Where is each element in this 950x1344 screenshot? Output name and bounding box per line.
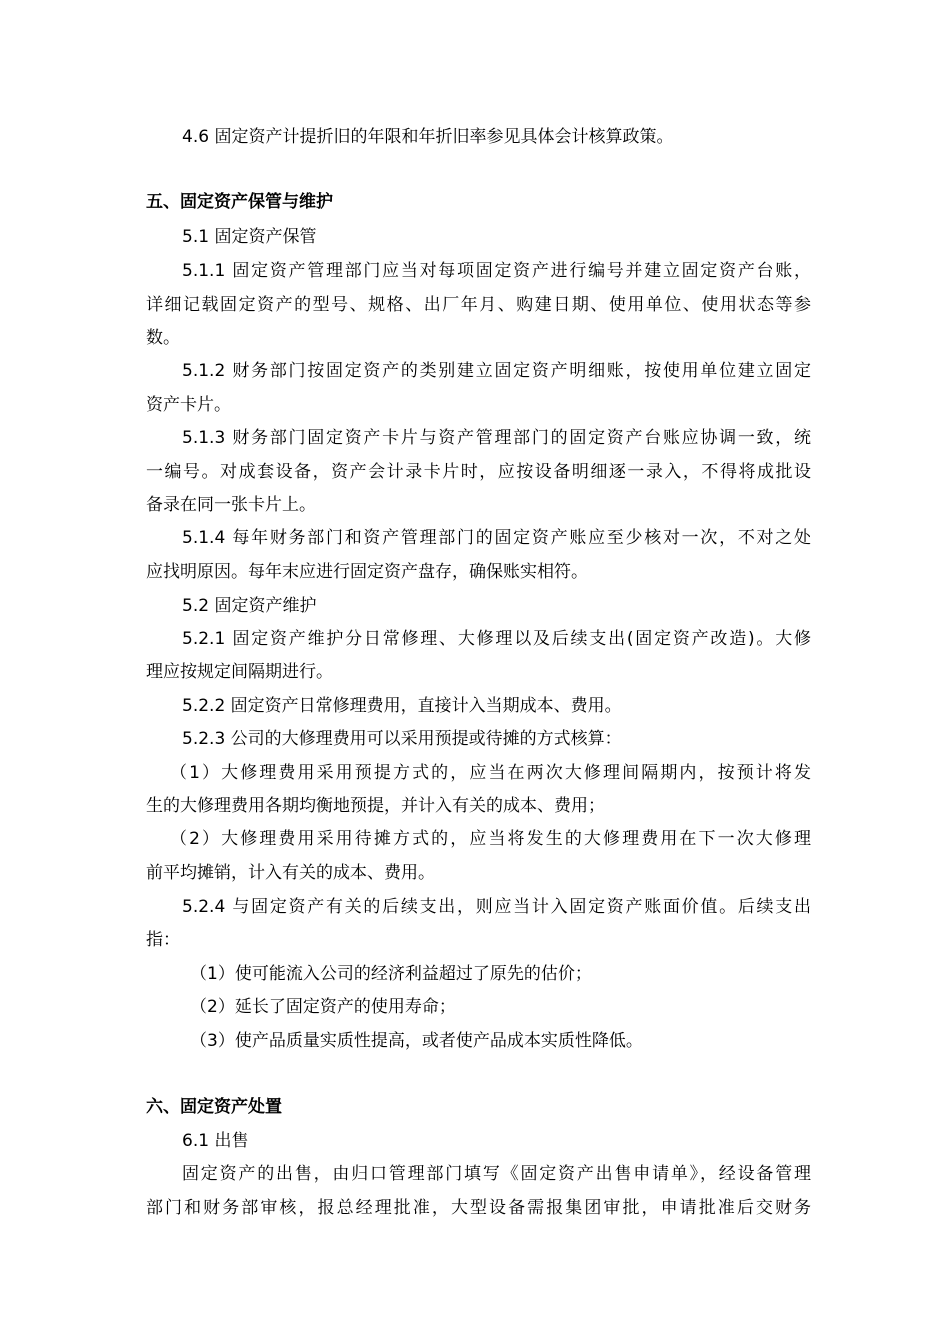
subheading-5-2: 5.2 固定资产维护 [182, 596, 317, 616]
list-item-b: （2）延长了固定资产的使用寿命； [190, 997, 456, 1017]
section-heading-6: 六、固定资产处置 [146, 1097, 282, 1117]
paragraph-5-1-1-line-1: 5.1.1 固定资产管理部门应当对每项固定资产进行编号并建立固定资产台账， [182, 261, 811, 281]
paragraph-5-2-3: 5.2.3 公司的大修理费用可以采用预提或待摊的方式核算： [182, 729, 622, 749]
list-item-a: （1）使可能流入公司的经济利益超过了原先的估价； [190, 964, 592, 984]
paragraph-5-1-2-line-1: 5.1.2 财务部门按固定资产的类别建立固定资产明细账，按使用单位建立固定 [182, 361, 811, 381]
list-item-1-line-2: 生的大修理费用各期均衡地预提，并计入有关的成本、费用； [146, 796, 605, 816]
paragraph-5-1-3-line-1: 5.1.3 财务部门固定资产卡片与资产管理部门的固定资产台账应协调一致，统 [182, 428, 811, 448]
paragraph-5-1-4-line-1: 5.1.4 每年财务部门和资产管理部门的固定资产账应至少核对一次，不对之处 [182, 528, 811, 548]
paragraph-5-2-1-line-1: 5.2.1 固定资产维护分日常修理、大修理以及后续支出(固定资产改造)。大修 [182, 629, 811, 649]
list-item-c: （3）使产品质量实质性提高，或者使产品成本实质性降低。 [190, 1031, 643, 1051]
paragraph-6-1-line-2: 部门和财务部审核，报总经理批准，大型设备需报集团审批，申请批准后交财务 [146, 1198, 811, 1218]
list-item-2-line-1: （2）大修理费用采用待摊方式的，应当将发生的大修理费用在下一次大修理 [170, 829, 811, 849]
paragraph-5-2-1-line-2: 理应按规定间隔期进行。 [146, 662, 333, 682]
subheading-6-1: 6.1 出售 [182, 1131, 249, 1151]
list-item-2-line-2: 前平均摊销，计入有关的成本、费用。 [146, 863, 435, 883]
subheading-5-1: 5.1 固定资产保管 [182, 227, 317, 247]
paragraph-5-1-2-line-2: 资产卡片。 [146, 395, 231, 415]
section-heading-5: 五、固定资产保管与维护 [146, 192, 333, 212]
paragraph-5-1-3-line-2: 一编号。对成套设备，资产会计录卡片时，应按设备明细逐一录入，不得将成批设 [146, 462, 811, 482]
paragraph-5-2-2: 5.2.2 固定资产日常修理费用，直接计入当期成本、费用。 [182, 696, 622, 716]
paragraph-5-1-3-line-3: 备录在同一张卡片上。 [146, 495, 316, 515]
paragraph-5-1-1-line-3: 数。 [146, 328, 180, 348]
paragraph-5-2-4-line-2: 指： [146, 930, 180, 950]
paragraph-5-1-1-line-2: 详细记载固定资产的型号、规格、出厂年月、购建日期、使用单位、使用状态等参 [146, 295, 811, 315]
paragraph-6-1-line-1: 固定资产的出售，由归口管理部门填写《固定资产出售申请单》，经设备管理 [182, 1164, 811, 1184]
paragraph-5-1-4-line-2: 应找明原因。每年末应进行固定资产盘存，确保账实相符。 [146, 562, 588, 582]
list-item-1-line-1: （1）大修理费用采用预提方式的，应当在两次大修理间隔期内，按预计将发 [170, 763, 811, 783]
paragraph-4-6: 4.6 固定资产计提折旧的年限和年折旧率参见具体会计核算政策。 [182, 127, 674, 147]
paragraph-5-2-4-line-1: 5.2.4 与固定资产有关的后续支出，则应当计入固定资产账面价值。后续支出 [182, 897, 811, 917]
